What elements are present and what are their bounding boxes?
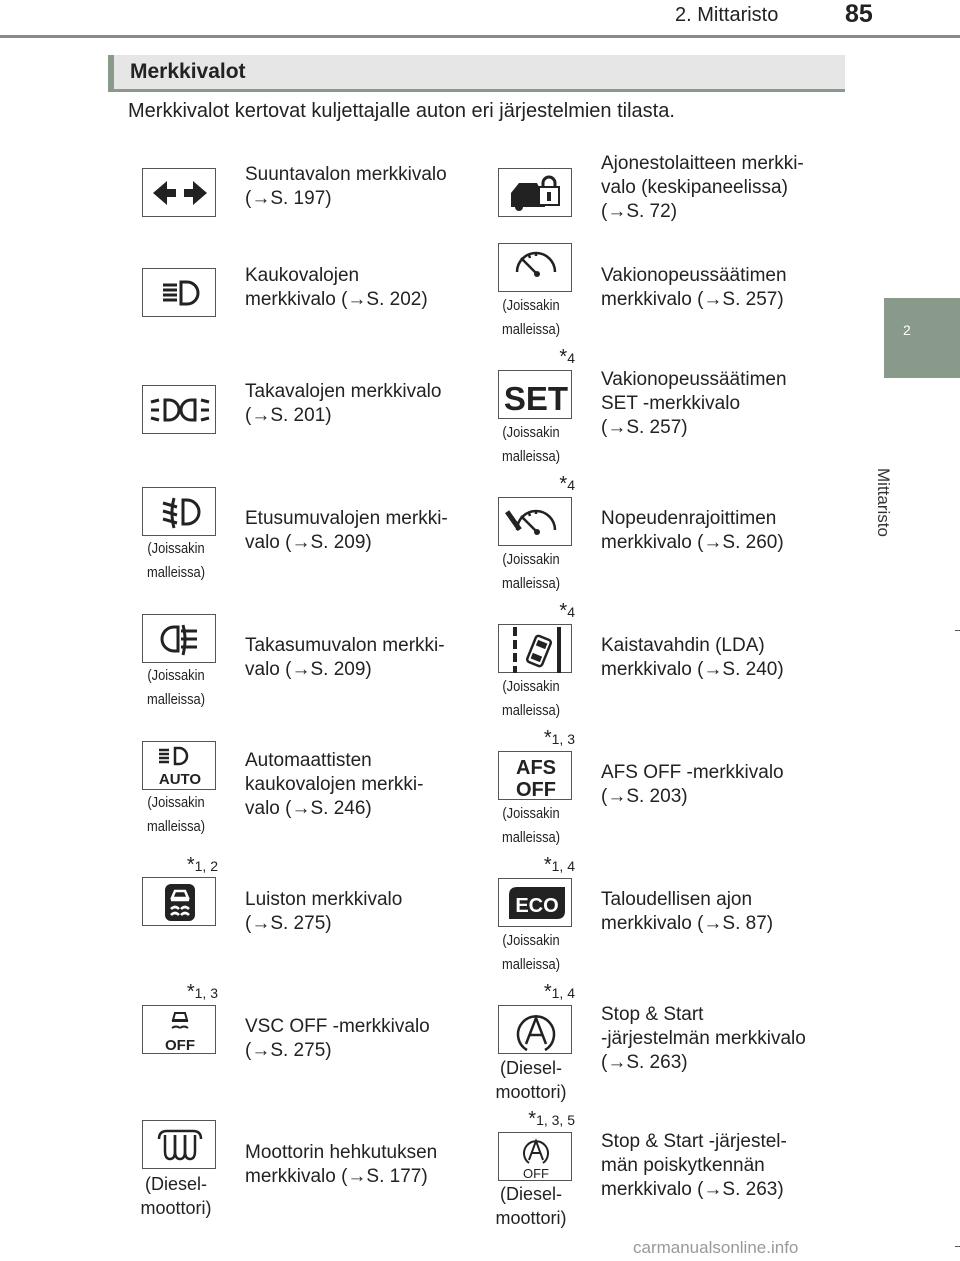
- right-item-4-footnote: *4: [559, 473, 575, 495]
- right-item-6-footnote: *1, 3: [543, 727, 575, 749]
- right-item-8-text: Stop & Start -järjestelmän merkkivalo (→S. 263): [601, 1004, 806, 1073]
- stop-start-off-icon: [498, 1132, 572, 1181]
- eco-icon-text: ECO: [515, 895, 559, 917]
- chapter-tab-label: Mittaristo: [874, 468, 893, 537]
- left-item-9-note: (Diesel- moottori): [140, 1174, 212, 1218]
- section-title: Merkkivalot: [130, 60, 246, 83]
- left-item-7-text: Luiston merkkivalo (→S. 275): [245, 889, 403, 934]
- margin-tick: [955, 630, 960, 631]
- left-item-5-note: (Joissakin malleissa): [146, 667, 206, 708]
- cruise-set-icon: [498, 370, 572, 419]
- left-item-4-note: (Joissakin malleissa): [146, 540, 206, 581]
- right-item-9-footnote: *1, 3, 5: [528, 1108, 575, 1130]
- right-item-6-text: AFS OFF -merkkivalo (→S. 203): [601, 762, 784, 807]
- right-item-3-text: Vakionopeussäätimen SET -merkkivalo (→S. 257): [601, 369, 787, 438]
- afs-off-icon-text: OFF: [516, 779, 556, 801]
- section-heading-box: [108, 55, 845, 89]
- stop-start-off-icon-text: OFF: [523, 1166, 549, 1181]
- left-item-4-text: Etusumuvalojen merkki- valo (→S. 209): [245, 508, 448, 553]
- turn-signal-icon: [142, 168, 216, 217]
- glow-plug-icon: [142, 1120, 216, 1169]
- cruise-control-icon: [498, 243, 572, 292]
- right-item-5-text: Kaistavahdin (LDA) merkkivalo (→S. 240): [601, 635, 784, 680]
- right-item-7-note: (Joissakin malleissa): [501, 932, 561, 973]
- afs-icon-text: AFS: [516, 757, 556, 779]
- chapter-tab[interactable]: [884, 298, 960, 378]
- right-item-6-note: (Joissakin malleissa): [501, 805, 561, 846]
- right-item-9-note: (Diesel- moottori): [495, 1184, 567, 1228]
- intro-text: Merkkivalot kertovat kuljettajalle auton eri järjestelmien tilasta.: [128, 100, 675, 122]
- left-item-6-text: Automaattisten kaukovalojen merkki- valo (→S. 246): [245, 750, 424, 819]
- left-item-1-text: Suuntavalon merkkivalo (→S. 197): [245, 164, 447, 209]
- slip-indicator-icon: [142, 877, 216, 926]
- left-item-5-text: Takasumuvalon merkki- valo (→S. 209): [245, 635, 445, 680]
- right-item-7-footnote: *1, 4: [543, 854, 575, 876]
- header-rule: [0, 35, 960, 38]
- vsc-off-icon-text: OFF: [165, 1037, 195, 1054]
- chapter-tab-number: 2: [903, 322, 911, 338]
- left-item-7-footnote: *1, 2: [186, 854, 218, 876]
- right-item-8-footnote: *1, 4: [543, 981, 575, 1003]
- set-icon-text: SET: [503, 380, 569, 417]
- right-item-2-note: (Joissakin malleissa): [501, 297, 561, 338]
- header-section-title: 2. Mittaristo: [675, 4, 779, 26]
- front-fog-icon: [142, 487, 216, 536]
- footer-watermark: carmanualsonline.info: [633, 1238, 799, 1257]
- auto-high-beam-icon: [142, 741, 216, 790]
- right-item-3-note: (Joissakin malleissa): [501, 424, 561, 465]
- immobiliser-icon: [498, 168, 572, 217]
- right-item-4-note: (Joissakin malleissa): [501, 551, 561, 592]
- left-item-6-note: (Joissakin malleissa): [146, 794, 206, 835]
- right-item-2-text: Vakionopeussäätimen merkkivalo (→S. 257): [601, 265, 787, 310]
- right-item-5-note: (Joissakin malleissa): [501, 678, 561, 719]
- tail-light-icon: [142, 385, 216, 434]
- margin-tick: [955, 1246, 960, 1247]
- right-item-1-text: Ajonestolaitteen merkki- valo (keskipaneelissa) (→S. 72): [601, 153, 804, 222]
- vsc-off-icon: [142, 1005, 216, 1054]
- rear-fog-icon: [142, 614, 216, 663]
- right-item-8-note: (Diesel- moottori): [495, 1058, 567, 1102]
- lane-departure-icon: [498, 624, 572, 673]
- right-item-5-footnote: *4: [559, 600, 575, 622]
- afs-off-icon: [498, 751, 572, 800]
- left-item-8-text: VSC OFF -merkkivalo (→S. 275): [245, 1016, 430, 1061]
- speed-limiter-icon: [498, 497, 572, 546]
- left-item-9-text: Moottorin hehkutuksen merkkivalo (→S. 177): [245, 1142, 438, 1187]
- left-item-3-text: Takavalojen merkkivalo (→S. 201): [245, 381, 442, 426]
- right-item-4-text: Nopeudenrajoittimen merkkivalo (→S. 260): [601, 508, 784, 553]
- left-item-2-text: Kaukovalojen merkkivalo (→S. 202): [245, 265, 428, 310]
- right-item-3-footnote: *4: [559, 346, 575, 368]
- auto-icon-text: AUTO: [158, 771, 202, 788]
- page-number: 85: [845, 0, 873, 28]
- high-beam-icon: [142, 268, 216, 317]
- stop-start-icon: [498, 1005, 572, 1054]
- right-item-9-text: Stop & Start -järjestel- män poiskytkennän merkkivalo (→S. 263): [601, 1131, 787, 1200]
- eco-icon: [498, 878, 572, 927]
- right-item-7-text: Taloudellisen ajon merkkivalo (→S. 87): [601, 889, 774, 934]
- left-item-8-footnote: *1, 3: [186, 981, 218, 1003]
